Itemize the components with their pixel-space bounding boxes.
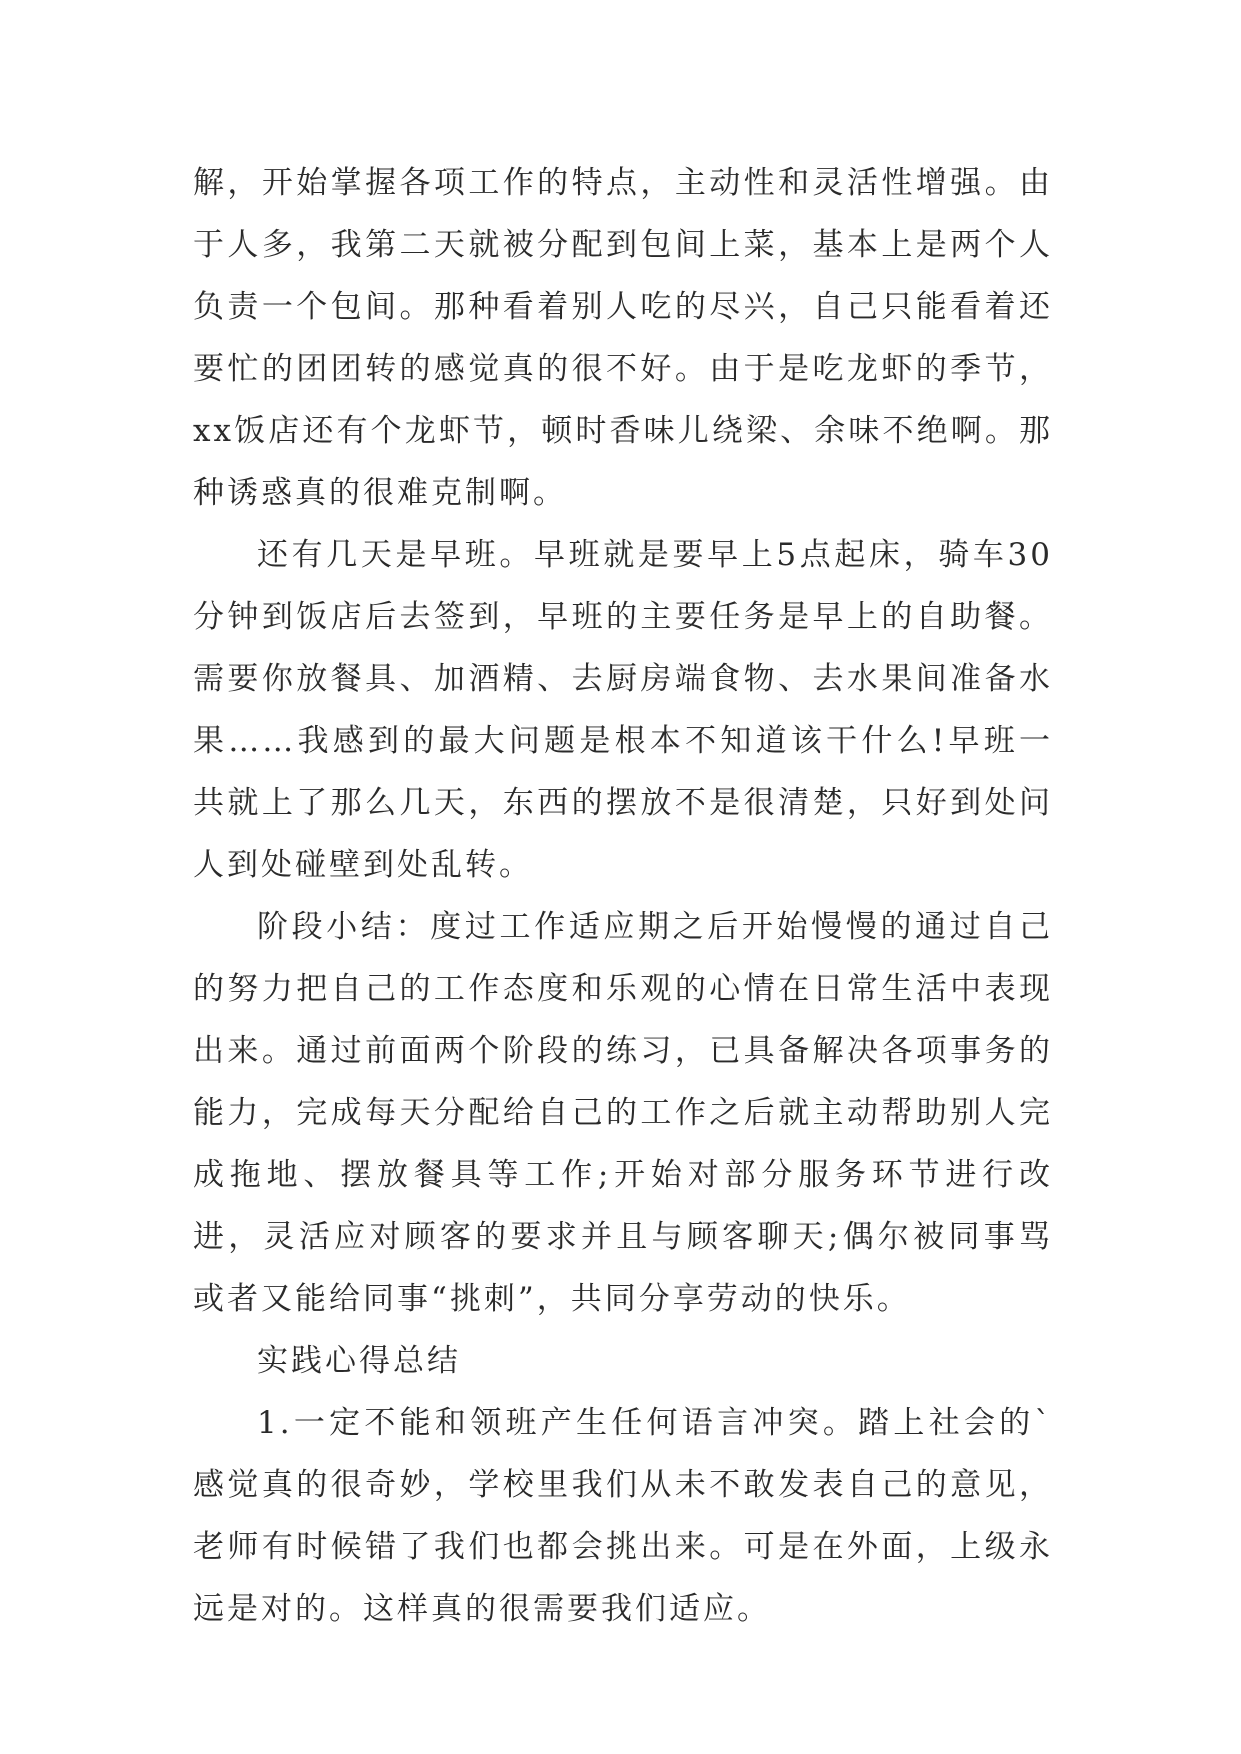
paragraph-2: 还有几天是早班。早班就是要早上5点起床，骑车30分钟到饭店后去签到，早班的主要任务是早上的自助餐。需要你放餐具、加酒精、去厨房端食物、去水果间准备水果……我感到的最大问题是根本不知道该干什么!早班一共就上了那么几天，东西的摆放不是很清楚，只好到处问人到处碰壁到处乱转。 [193,537,1053,883]
paragraph-1: 解，开始掌握各项工作的特点，主动性和灵活性增强。由于人多，我第二天就被分配到包间上菜，基本上是两个人负责一个包间。那种看着别人吃的尽兴，自己只能看着还要忙的团团转的感觉真的很不好。由于是吃龙虾的季节，xx饭店还有个龙虾节，顿时香味儿绕梁、余味不绝啊。那种诱惑真的很难克制啊。 [193,165,1053,511]
section-heading: 实践心得总结 [257,1343,461,1379]
document-body [193,152,1053,1640]
paragraph-4: 1.一定不能和领班产生任何语言冲突。踏上社会的`感觉真的很奇妙，学校里我们从未不敢发表自己的意见，老师有时候错了我们也都会挑出来。可是在外面，上级永远是对的。这样真的很需要我们适应。 [193,1405,1053,1627]
paragraph-3: 阶段小结：度过工作适应期之后开始慢慢的通过自己的努力把自己的工作态度和乐观的心情在日常生活中表现出来。通过前面两个阶段的练习，已具备解决各项事务的能力，完成每天分配给自己的工作之后就主动帮助别人完成拖地、摆放餐具等工作;开始对部分服务环节进行改进，灵活应对顾客的要求并且与顾客聊天;偶尔被同事骂或者又能给同事“挑刺”，共同分享劳动的快乐。 [193,909,1053,1317]
